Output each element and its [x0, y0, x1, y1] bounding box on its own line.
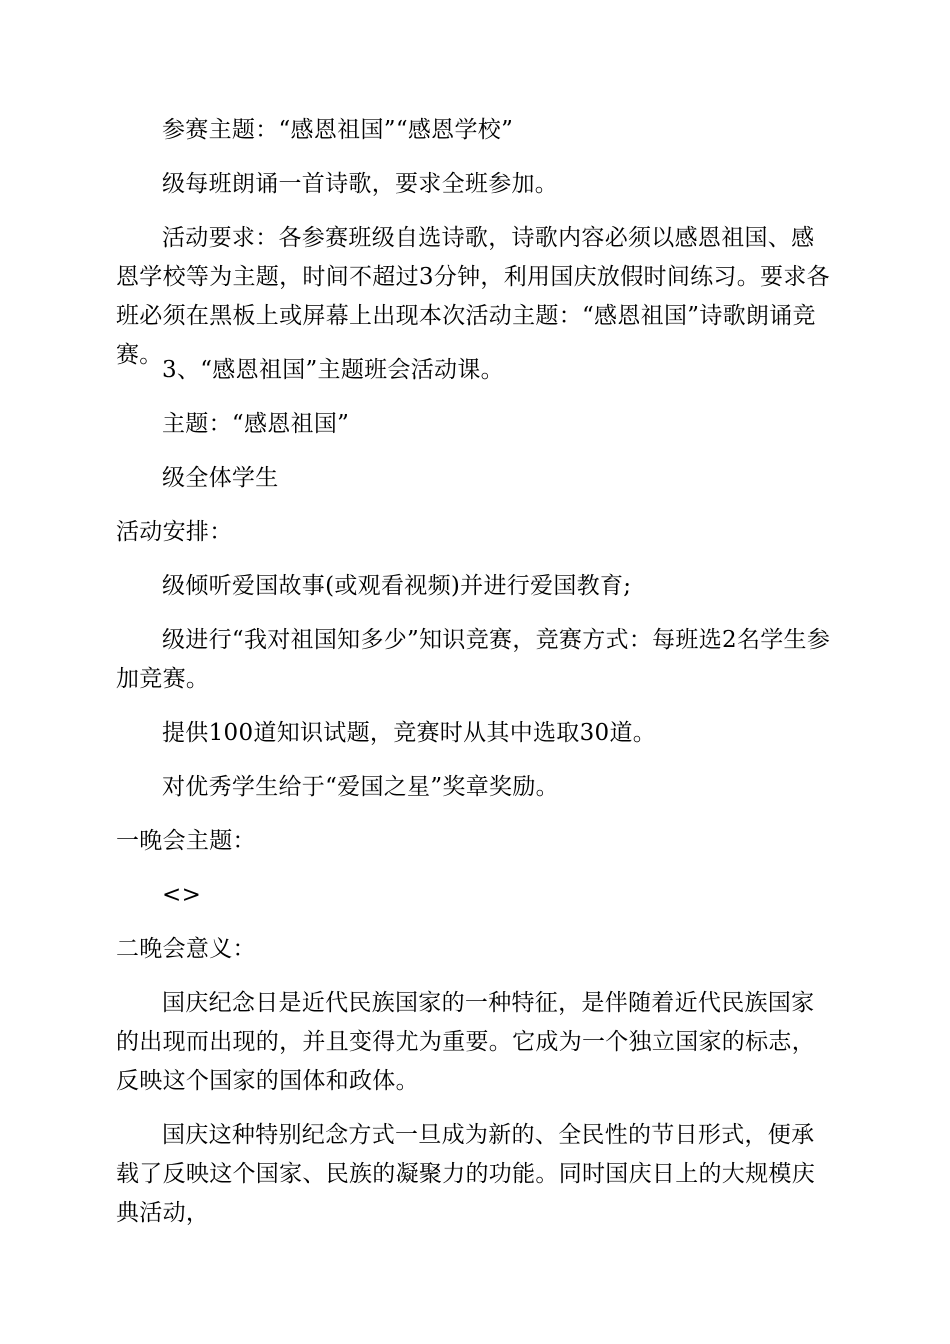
- participants-paragraph: 级全体学生: [162, 465, 279, 491]
- recitation-requirement-paragraph: 级每班朗诵一首诗歌，要求全班参加。: [162, 171, 559, 197]
- knowledge-contest-paragraph: 级进行“我对祖国知多少”知识竞赛，竞赛方式：每班选2名学生参加竞赛。: [116, 627, 831, 692]
- patriotic-story-paragraph: 级倾听爱国故事(或观看视频)并进行爱国教育;: [162, 573, 632, 599]
- gala-significance-heading: 二晚会意义：: [116, 936, 256, 962]
- activity-requirements-paragraph: 活动要求：各参赛班级自选诗歌，诗歌内容必须以感恩祖国、感恩学校等为主题，时间不超过3分钟，利用国庆放假时间练习。要求各班必须在黑板上或屏幕上出现本次活动主题：“感恩祖国”诗歌朗诵竞赛。: [116, 225, 830, 368]
- gala-theme-placeholder: <>: [162, 882, 202, 908]
- gala-theme-heading: 一晚会主题：: [116, 828, 256, 854]
- commemoration-paragraph: 国庆这种特别纪念方式一旦成为新的、全民性的节日形式，便承载了反映这个国家、民族的凝聚力的功能。同时国庆日上的大规模庆典活动，: [116, 1122, 815, 1226]
- class-meeting-theme-paragraph: 主题：“感恩祖国”: [162, 411, 350, 437]
- award-paragraph: 对优秀学生给于“爱国之星”奖章奖励。: [162, 774, 559, 800]
- section-3-heading: 3、“感恩祖国”主题班会活动课。: [162, 357, 504, 383]
- question-bank-paragraph: 提供100道知识试题，竞赛时从其中选取30道。: [162, 720, 657, 746]
- contest-theme-paragraph: 参赛主题：“感恩祖国”“感恩学校”: [162, 117, 514, 143]
- activity-arrangement-heading: 活动安排：: [116, 519, 233, 545]
- national-day-paragraph: 国庆纪念日是近代民族国家的一种特征，是伴随着近代民族国家的出现而出现的，并且变得尤为重要。它成为一个独立国家的标志，反映这个国家的国体和政体。: [116, 990, 815, 1094]
